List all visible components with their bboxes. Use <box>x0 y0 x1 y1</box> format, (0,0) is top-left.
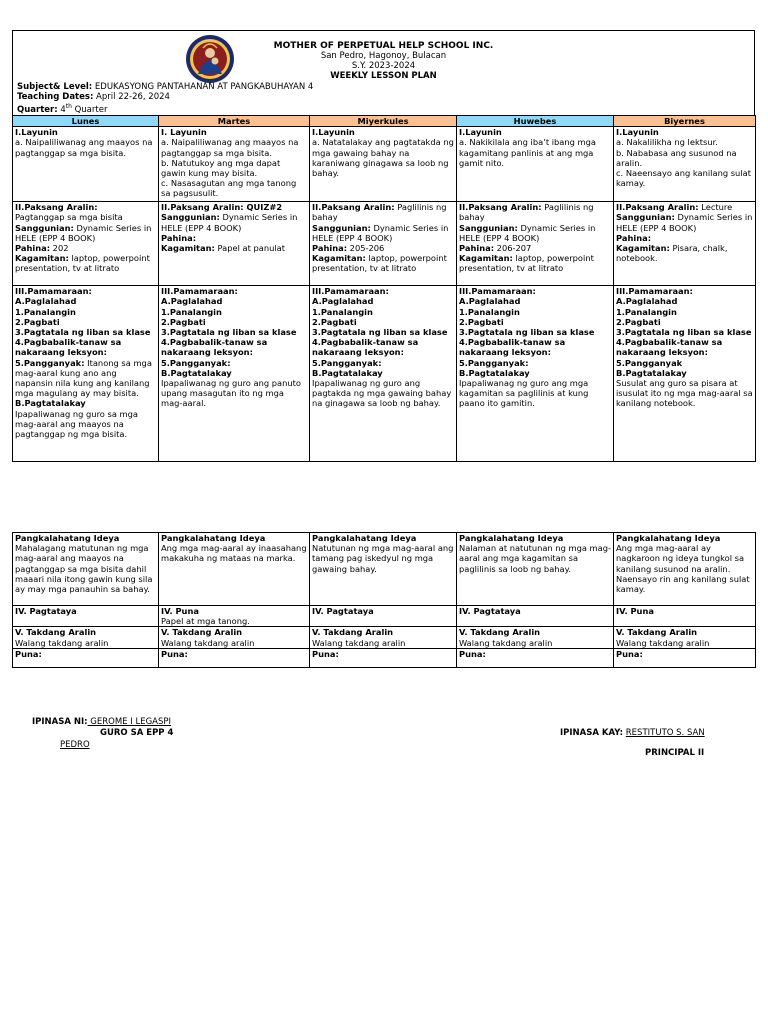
step: 3.Pagtatala ng liban sa klase <box>15 327 151 338</box>
puna-cell <box>614 648 756 667</box>
layunin-title: I.Layunin <box>459 127 502 138</box>
layunin-cell <box>13 127 159 202</box>
ideya-title: Pangkalahatang Ideya <box>312 533 417 543</box>
sanggunian-label: Sanggunian: <box>312 222 371 233</box>
day-header-miyerkules: Miyerkules <box>310 116 457 127</box>
step: 3.Pagtatala ng liban sa klase <box>312 327 448 338</box>
paksang-topic: Pagtanggap sa mga bisita <box>15 212 123 223</box>
day-header-biyernes: Biyernes <box>614 116 756 127</box>
sanggunian-label: Sanggunian: <box>459 222 518 233</box>
pagtatalakay-text: Ipapaliwanag ng guro ang panuto upang masagutan ito ng mga mag-aaral. <box>161 378 301 409</box>
v-text: Walang takdang aralin <box>161 637 255 648</box>
pahina-value: 206-207 <box>494 243 532 254</box>
day-header-lunes: Lunes <box>13 116 159 127</box>
step: 4.Pagbabalik-tanaw sa nakaraang leksyon: <box>15 337 122 358</box>
step: 4.Pagbabalik-tanaw sa nakaraang leksyon: <box>161 337 268 358</box>
v-label: V. Takdang Aralin <box>459 627 541 638</box>
paksang-cell <box>457 202 614 286</box>
pahina-value: 205-206 <box>347 243 385 254</box>
pagtataya-cell <box>310 606 457 627</box>
paksang-title: II.Paksang Aralin: <box>616 202 699 213</box>
step: 2.Pagbati <box>616 316 661 327</box>
ideya-text-2: Naensayo rin ang kanilang sulat kamay. <box>616 573 750 595</box>
lesson-table-top <box>12 115 756 462</box>
puna-label: Puna: <box>459 648 486 659</box>
kagamitan-value: laptop, powerpoint presentation, tv at litrato <box>459 253 594 274</box>
school-info <box>13 41 754 81</box>
ideya-text: Nalaman at natutunan ng mga mag-aaral ang mga kagamitan sa paglilinis sa loob ng bahay. <box>459 543 611 574</box>
iv-label: IV. Pagtataya <box>15 606 77 616</box>
ipinasa-ni-name-cont: PEDRO <box>60 740 90 750</box>
step: A.Paglalahad <box>459 296 521 307</box>
step: III.Pamamaraan: <box>312 286 389 297</box>
document-header <box>12 30 755 115</box>
submitted-to-block <box>560 728 705 739</box>
step: A.Paglalahad <box>161 296 223 307</box>
ideya-cell <box>457 533 614 606</box>
school-year: S.Y. 2023-2024 <box>351 61 416 71</box>
pamamaraan-cell <box>310 286 457 462</box>
paksang-cell <box>614 202 756 286</box>
submitted-by-block <box>32 717 171 728</box>
takdang-cell <box>614 627 756 648</box>
step: III.Pamamaraan: <box>616 286 693 297</box>
quarter-sup: th <box>65 103 72 110</box>
pangganyak-text: Itanong sa mga mag-aaral kung ano ang napansin nila kung ang kanilang mga magulang ay may bisita. <box>15 357 152 399</box>
pahina-value: 202 <box>50 243 69 254</box>
pangganyak-label: 5.Pangganyak: <box>161 357 231 368</box>
step: 3.Pagtatala ng liban sa klase <box>459 327 595 338</box>
ideya-text: Natutunan ng mga mag-aaral ang tamang pag iskedyul ng mga gawaing bahay. <box>312 543 454 574</box>
kagamitan-label: Kagamitan: <box>459 253 513 264</box>
pamamaraan-cell <box>457 286 614 462</box>
puna-label: Puna: <box>616 648 643 659</box>
kagamitan-value: laptop, powerpoint presentation, tv at litrato <box>15 253 150 274</box>
quarter-num: 4 <box>57 104 66 115</box>
step: III.Pamamaraan: <box>459 286 536 297</box>
paksang-cell <box>310 202 457 286</box>
step: 1.Panalangin <box>312 306 373 317</box>
layunin-item: a. Natatalakay ang pagtatakda ng mga gawaing bahay na karaniwang ginagawa sa loob ng bahay. <box>312 137 454 179</box>
puna-cell <box>457 648 614 667</box>
pahina-label: Pahina: <box>15 243 51 254</box>
sanggunian-value: Dynamic Series in HELE (EPP 4 BOOK) <box>312 222 449 243</box>
sanggunian-value: Dynamic Series in HELE (EPP 4 BOOK) <box>616 212 753 233</box>
paksang-cell <box>159 202 310 286</box>
step: 3.Pagtatala ng liban sa klase <box>161 327 297 338</box>
step: 1.Panalangin <box>616 306 677 317</box>
step: 4.Pagbabalik-tanaw sa nakaraang leksyon: <box>616 337 723 358</box>
pagtatalakay-text: Ipapaliwanag ng guro ang mga kagamitan sa paglilinis at kung paano ito gamitin. <box>459 378 589 409</box>
puna-label: Puna: <box>161 648 188 659</box>
plan-meta <box>17 82 313 115</box>
day-header-martes: Martes <box>159 116 310 127</box>
takdang-aralin-row <box>13 627 756 648</box>
puna-row <box>13 648 756 667</box>
layunin-item: a. Naipaliliwanag ang maayos na pagtanggap sa mga bisita. <box>15 137 153 158</box>
pagtataya-row <box>13 606 756 627</box>
v-label: V. Takdang Aralin <box>161 627 243 638</box>
layunin-title: I.Layunin <box>15 127 58 138</box>
ipinasa-ni-label: IPINASA NI: <box>32 717 88 727</box>
pahina-label: Pahina: <box>459 243 495 254</box>
pangganyak-label: 5.Pangganyak: <box>312 357 382 368</box>
dates-line <box>17 92 313 102</box>
kagamitan-label: Kagamitan: <box>15 253 69 264</box>
pagtataya-cell <box>614 606 756 627</box>
paksang-topic: Paglilinis ng bahay <box>312 202 447 223</box>
sanggunian-value: Dynamic Series in HELE (EPP 4 BOOK) <box>459 222 596 243</box>
day-header-row <box>13 116 756 127</box>
pagtatalakay-label: B.Pagtatalakay <box>312 367 383 378</box>
school-address: San Pedro, Hagonoy, Bulacan <box>320 51 447 61</box>
kagamitan-value: Papel at panulat <box>214 243 286 254</box>
takdang-cell <box>13 627 159 648</box>
layunin-item: b. Nababasa ang susunod na aralin. <box>616 147 737 168</box>
pagtatalakay-text: Ipapaliwanag ng guro sa mga mag-aaral ang maayos na pagtanggap ng mga bisita. <box>15 408 138 440</box>
takdang-cell <box>457 627 614 648</box>
step: III.Pamamaraan: <box>161 286 238 297</box>
ideya-cell <box>310 533 457 606</box>
layunin-item: a. Nakikilala ang iba’t ibang mga kagamitang panlinis at ang mga gamit nito. <box>459 137 596 168</box>
ideya-text: Ang mga mag-aaral ay nagkaroon ng ideya tungkol sa kanilang susunod na aralin. <box>616 543 745 574</box>
quarter-line <box>17 102 313 115</box>
ideya-title: Pangkalahatang Ideya <box>161 533 266 543</box>
step: 2.Pagbati <box>161 316 206 327</box>
v-text: Walang takdang aralin <box>312 637 406 648</box>
dates-label: Teaching Dates: <box>17 92 94 102</box>
dates-value: April 22-26, 2024 <box>93 92 170 102</box>
layunin-title: I. Layunin <box>161 127 207 138</box>
pamamaraan-row <box>13 286 756 462</box>
sanggunian-value: Dynamic Series in HELE (EPP 4 BOOK) <box>161 212 298 233</box>
layunin-cell <box>614 127 756 202</box>
pangganyak-label: 5.Pangganyak: <box>459 357 529 368</box>
layunin-item: a. Nakalilikha ng lektsur. <box>616 137 718 148</box>
step: A.Paglalahad <box>312 296 374 307</box>
pagtataya-cell <box>13 606 159 627</box>
step: 2.Pagbati <box>459 316 504 327</box>
paksang-topic: Lecture <box>698 202 733 213</box>
layunin-cell <box>159 127 310 202</box>
ideya-cell <box>13 533 159 606</box>
layunin-cell <box>457 127 614 202</box>
puna-cell <box>13 648 159 667</box>
subject-value: EDUKASYONG PANTAHANAN AT PANGKABUHAYAN 4 <box>92 82 314 92</box>
step: 4.Pagbabalik-tanaw sa nakaraang leksyon: <box>459 337 566 358</box>
layunin-title: I.Layunin <box>312 127 355 138</box>
step: III.Pamamaraan: <box>15 286 92 297</box>
iv-label: IV. Puna <box>616 606 654 616</box>
takdang-cell <box>310 627 457 648</box>
paksang-title: II.Paksang Aralin: <box>15 202 98 213</box>
pahina-label: Pahina: <box>161 232 197 243</box>
layunin-item: b. Natutukoy ang mga dapat gawin kung may bisita. <box>161 157 281 179</box>
step: A.Paglalahad <box>616 296 678 307</box>
ipinasa-kay-name: RESTITUTO S. SAN <box>625 728 705 738</box>
pahina-label: Pahina: <box>312 243 348 254</box>
plan-title: WEEKLY LESSON PLAN <box>330 71 437 81</box>
ideya-title: Pangkalahatang Ideya <box>15 533 120 543</box>
pangganyak-label: 5.Pangganyak: <box>15 357 85 368</box>
puna-label: Puna: <box>312 648 339 659</box>
iv-label: IV. Pagtataya <box>459 606 521 616</box>
ipinasa-kay-role: PRINCIPAL II <box>645 748 705 758</box>
v-text: Walang takdang aralin <box>459 637 553 648</box>
pagtataya-cell <box>159 606 310 627</box>
pagtatalakay-label: B.Pagtatalakay <box>161 367 232 378</box>
puna-cell <box>310 648 457 667</box>
layunin-title: I.Layunin <box>616 127 659 138</box>
v-text: Walang takdang aralin <box>15 637 109 648</box>
subject-label: Subject& Level: <box>17 82 93 92</box>
layunin-row <box>13 127 756 202</box>
step: 2.Pagbati <box>15 316 60 327</box>
layunin-item: a. Naipaliliwanag ang maayos na pagtanggap sa mga bisita. <box>161 137 299 158</box>
ideya-text: Mahalagang matutunan ng mga mag-aaral ang maayos na pagtanggap sa mga bisita dahil maaari nila itong gawin kung sila ay may mga panauhin sa bahay. <box>15 543 153 595</box>
paksang-topic: Paglilinis ng bahay <box>459 202 594 223</box>
puna-label: Puna: <box>15 648 42 659</box>
pagtatalakay-label: B.Pagtatalakay <box>616 367 687 378</box>
lesson-table-bottom <box>12 532 756 668</box>
subject-line <box>17 82 313 92</box>
ideya-title: Pangkalahatang Ideya <box>616 533 721 543</box>
layunin-item: c. Nasasagutan ang mga tanong sa pagsusulit. <box>161 178 297 199</box>
ideya-cell <box>159 533 310 606</box>
pahina-label: Pahina: <box>616 232 652 243</box>
puna-cell <box>159 648 310 667</box>
step: 1.Panalangin <box>459 306 520 317</box>
pagtatalakay-label: B.Pagtatalakay <box>15 398 86 409</box>
ideya-title: Pangkalahatang Ideya <box>459 533 564 543</box>
kagamitan-label: Kagamitan: <box>312 253 366 264</box>
iv-label: IV. Puna <box>161 606 199 616</box>
kagamitan-label: Kagamitan: <box>616 243 670 254</box>
v-label: V. Takdang Aralin <box>616 627 698 638</box>
iv-text: Papel at mga tanong. <box>161 616 250 627</box>
ideya-text: Ang mga mag-aaral ay inaasahang makakuha ng mataas na marka. <box>161 543 307 564</box>
step: 1.Panalangin <box>15 306 76 317</box>
paksang-title: II.Paksang Aralin: <box>312 202 395 213</box>
quarter-label: Quarter: <box>17 104 58 115</box>
lesson-plan-frame <box>12 30 755 462</box>
step: A.Paglalahad <box>15 296 77 307</box>
ipinasa-ni-name: GEROME I LEGASPI <box>87 717 171 727</box>
pagtatalakay-text: Susulat ang guro sa pisara at isusulat ito ng mga mag-aaral sa kanilang notebook. <box>616 378 753 409</box>
ideya-cell <box>614 533 756 606</box>
v-label: V. Takdang Aralin <box>15 627 97 638</box>
kagamitan-value: Pisara, chalk, notebook. <box>616 243 728 264</box>
pamamaraan-cell <box>13 286 159 462</box>
iv-label: IV. Pagtataya <box>312 606 374 616</box>
sanggunian-label: Sanggunian: <box>161 212 220 223</box>
sanggunian-label: Sanggunian: <box>616 212 675 223</box>
paksang-title: II.Paksang Aralin: <box>459 202 542 213</box>
takdang-cell <box>159 627 310 648</box>
school-name: MOTHER OF PERPETUAL HELP SCHOOL INC. <box>273 41 494 51</box>
kagamitan-label: Kagamitan: <box>161 243 215 254</box>
pagtatalakay-text: Ipapaliwanag ng guro ang pagtakda ng mga gawaing bahay na ginagawa sa loob ng bahay. <box>312 378 452 409</box>
kagamitan-value: laptop, powerpoint presentation, tv at litrato <box>312 253 447 274</box>
ipinasa-kay-label: IPINASA KAY: <box>560 728 624 738</box>
ideya-row <box>13 533 756 606</box>
step: 2.Pagbati <box>312 316 357 327</box>
sanggunian-label: Sanggunian: <box>15 222 74 233</box>
sanggunian-value: Dynamic Series in HELE (EPP 4 BOOK) <box>15 222 152 243</box>
v-label: V. Takdang Aralin <box>312 627 394 638</box>
pamamaraan-cell <box>614 286 756 462</box>
quarter-value: Quarter <box>71 104 108 115</box>
paksang-aralin-row <box>13 202 756 286</box>
pagtatalakay-label: B.Pagtatalakay <box>459 367 530 378</box>
day-header-huwebes: Huwebes <box>457 116 614 127</box>
step: 4.Pagbabalik-tanaw sa nakaraang leksyon: <box>312 337 419 358</box>
v-text: Walang takdang aralin <box>616 637 710 648</box>
step: 3.Pagtatala ng liban sa klase <box>616 327 752 338</box>
paksang-cell <box>13 202 159 286</box>
paksang-title: II.Paksang Aralin: QUIZ#2 <box>161 202 283 213</box>
step: 1.Panalangin <box>161 306 222 317</box>
pamamaraan-cell <box>159 286 310 462</box>
layunin-cell <box>310 127 457 202</box>
pagtataya-cell <box>457 606 614 627</box>
layunin-item: c. Naeensayo ang kanilang sulat kamay. <box>616 168 751 189</box>
pangganyak-label: 5.Pangganyak <box>616 357 683 368</box>
ipinasa-ni-role: GURO SA EPP 4 <box>100 728 174 738</box>
